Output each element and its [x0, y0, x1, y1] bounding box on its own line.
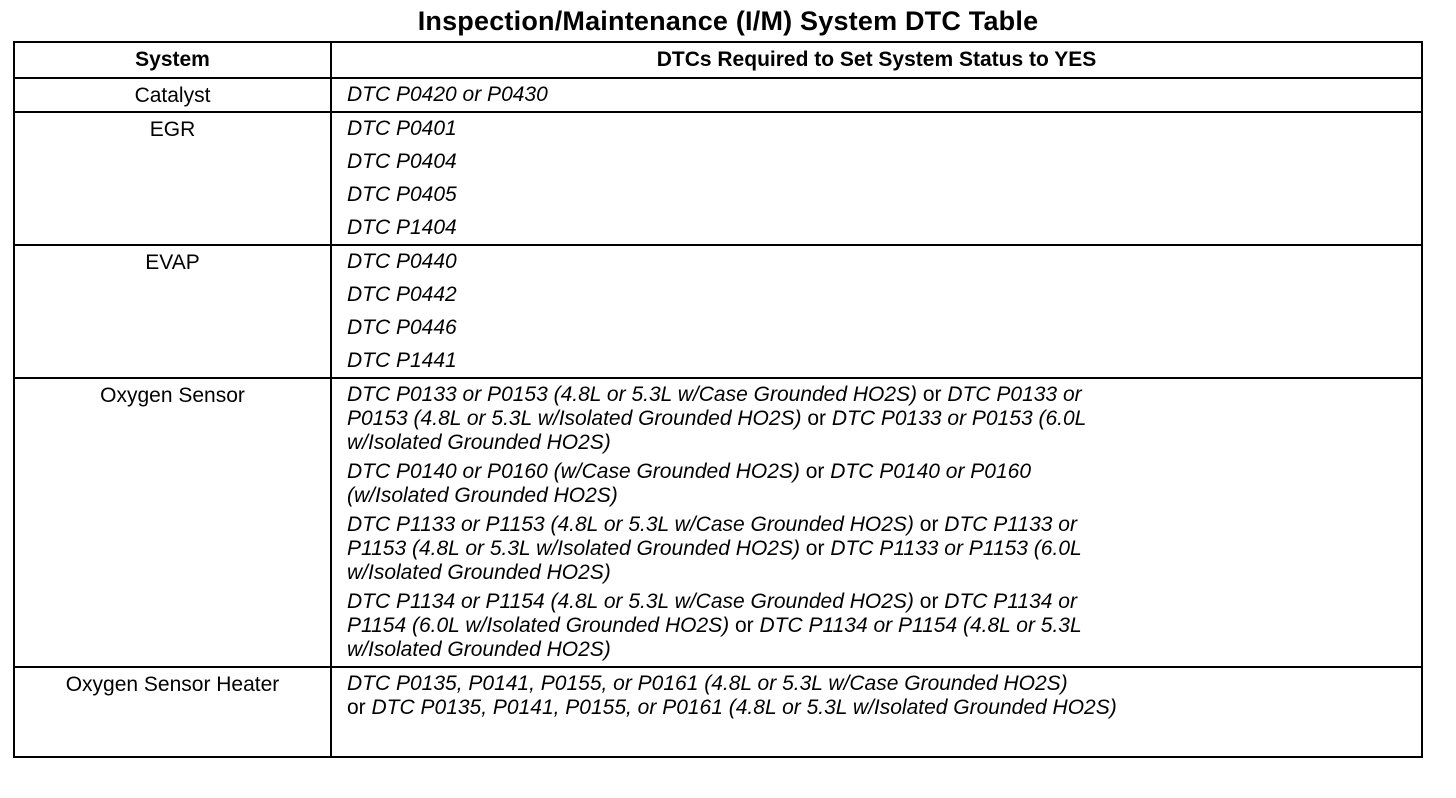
dtc-entry	[347, 513, 1421, 585]
dtc-list	[331, 667, 1422, 757]
dtc-line: P1153 (4.8L or 5.3L w/Isolated Grounded HO2S) or DTC P1133 or P1153 (6.0L	[347, 537, 1082, 560]
dtc-entry	[347, 283, 1421, 307]
dtc-entry	[347, 383, 1421, 455]
page-title: Inspection/Maintenance (I/M) System DTC Table	[417, 6, 1039, 36]
dtc-line: (w/Isolated Grounded HO2S)	[347, 484, 618, 507]
dtc-line: DTC P1133 or P1153 (4.8L or 5.3L w/Case Grounded HO2S) or DTC P1133 or	[347, 513, 1077, 536]
system-name: Catalyst	[14, 78, 331, 112]
dtc-line: P0153 (4.8L or 5.3L w/Isolated Grounded HO2S) or DTC P0133 or P0153 (6.0L	[347, 407, 1087, 430]
dtc-line: DTC P0140 or P0160 (w/Case Grounded HO2S) or DTC P0140 or P0160	[347, 460, 1032, 483]
dtc-entry	[347, 672, 1421, 720]
dtc-list	[331, 112, 1422, 245]
dtc-entry	[347, 349, 1421, 373]
dtc-entry	[347, 117, 1421, 141]
header-dtcs: DTCs Required to Set System Status to YES	[331, 42, 1422, 78]
dtc-line: DTC P1134 or P1154 (4.8L or 5.3L w/Case Grounded HO2S) or DTC P1134 or	[347, 590, 1077, 613]
dtc-entry	[347, 183, 1421, 207]
dtc-entry	[347, 460, 1421, 508]
table-row-catalyst	[14, 78, 1422, 112]
dtc-line: w/Isolated Grounded HO2S)	[347, 638, 611, 661]
dtc-line: DTC P0440	[347, 250, 457, 273]
dtc-entry	[347, 83, 1421, 107]
dtc-line: DTC P0442	[347, 283, 457, 306]
dtc-line: DTC P0133 or P0153 (4.8L or 5.3L w/Case Grounded HO2S) or DTC P0133 or	[347, 383, 1082, 406]
dtc-entry	[347, 216, 1421, 240]
dtc-line: DTC P0420 or P0430	[347, 83, 548, 106]
dtc-line: DTC P0405	[347, 183, 457, 206]
dtc-entry	[347, 250, 1421, 274]
system-name: Oxygen Sensor	[14, 378, 331, 667]
table-row-oxygen-sensor	[14, 378, 1422, 667]
dtc-line: DTC P0401	[347, 117, 457, 140]
dtc-entry	[347, 590, 1421, 662]
dtc-entry	[347, 316, 1421, 340]
dtc-line: DTC P0446	[347, 316, 457, 339]
dtc-line: or DTC P0135, P0141, P0155, or P0161 (4.8L or 5.3L w/Isolated Grounded HO2S)	[347, 696, 1117, 719]
dtc-line: DTC P0135, P0141, P0155, or P0161 (4.8L or 5.3L w/Case Grounded HO2S)	[347, 672, 1068, 695]
dtc-line: P1154 (6.0L w/Isolated Grounded HO2S) or DTC P1134 or P1154 (4.8L or 5.3L	[347, 614, 1082, 637]
dtc-line: w/Isolated Grounded HO2S)	[347, 431, 611, 454]
dtc-line: DTC P1404	[347, 216, 457, 239]
table-row-evap	[14, 245, 1422, 378]
dtc-list	[331, 245, 1422, 378]
dtc-entry	[347, 150, 1421, 174]
header-system: System	[14, 42, 331, 78]
dtc-list	[331, 378, 1422, 667]
dtc-line: DTC P0404	[347, 150, 457, 173]
table-row-egr	[14, 112, 1422, 245]
dtc-line: w/Isolated Grounded HO2S)	[347, 561, 611, 584]
dtc-list	[331, 78, 1422, 112]
system-name: Oxygen Sensor Heater	[14, 667, 331, 757]
system-name: EGR	[14, 112, 331, 245]
dtc-line: DTC P1441	[347, 349, 457, 372]
system-name: EVAP	[14, 245, 331, 378]
table-header-row	[14, 42, 1422, 78]
table-row-oxygen-sensor-heater	[14, 667, 1422, 757]
dtc-table	[13, 41, 1423, 758]
